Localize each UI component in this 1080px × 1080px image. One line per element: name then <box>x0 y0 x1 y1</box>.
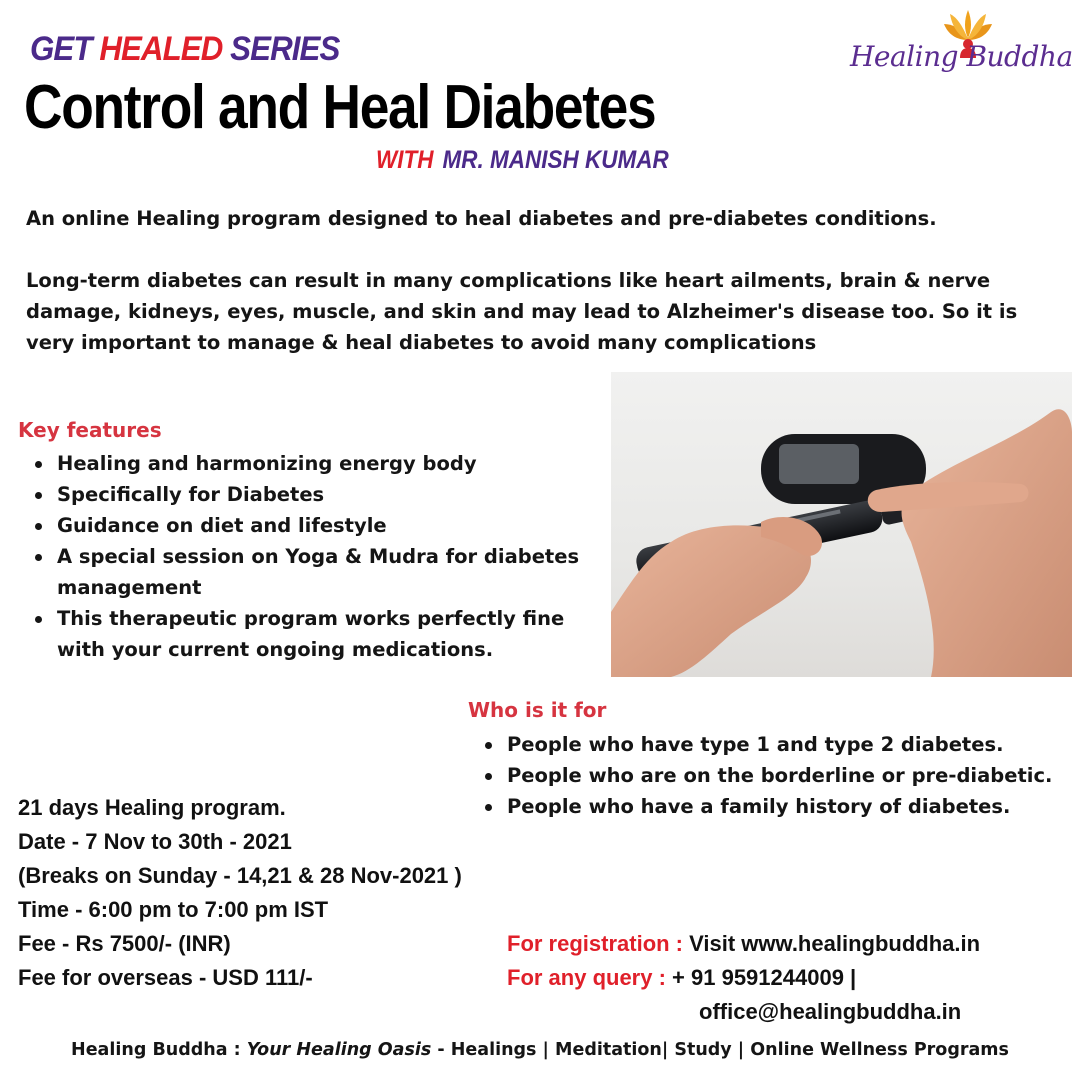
glucose-meter-photo <box>611 372 1072 677</box>
series-get: GET <box>30 30 100 68</box>
query-line <box>507 961 980 995</box>
footer-tagline-italic: Your Healing Oasis <box>246 1040 432 1060</box>
series-healed: HEALED <box>99 30 223 68</box>
duration-text: 21 days Healing program. <box>18 795 286 820</box>
list-item: Specifically for Diabetes <box>27 479 602 510</box>
overseas-fee-text: Fee for overseas - USD 111/- <box>18 965 313 990</box>
logo-text: Healing Buddha <box>850 40 1073 73</box>
list-item: Guidance on diet and lifestyle <box>27 510 602 541</box>
date-text: Date - 7 Nov to 30th - 2021 <box>18 829 292 854</box>
contact-block <box>507 927 980 1029</box>
footer-services: - Healings | Meditation| Study | Online Wellness Programs <box>431 1040 1009 1060</box>
key-features-heading: Key features <box>18 418 162 442</box>
list-item: This therapeutic program works perfectly fine with your current ongoing medications. <box>27 603 602 665</box>
intro-line: An online Healing program designed to heal diabetes and pre-diabetes conditions. <box>26 207 937 230</box>
query-phone[interactable]: + 91 9591244009 | <box>672 965 857 990</box>
with-label: WITH <box>376 146 434 174</box>
footer-brand: Healing Buddha : <box>71 1040 247 1060</box>
presenter-line <box>376 146 669 175</box>
list-item: A special session on Yoga & Mudra for diabetes management <box>27 541 602 603</box>
page-title: Control and Heal Diabetes <box>24 73 656 142</box>
footer-tagline <box>0 1040 1080 1060</box>
list-item: People who have a family history of diabetes. <box>477 791 1077 822</box>
list-item: Healing and harmonizing energy body <box>27 448 602 479</box>
breaks-text: (Breaks on Sunday - 14,21 & 28 Nov-2021 ) <box>18 863 462 888</box>
query-email[interactable]: office@healingbuddha.in <box>699 999 962 1024</box>
list-item: People who are on the borderline or pre-diabetic. <box>477 760 1077 791</box>
registration-line <box>507 927 980 961</box>
registration-link[interactable]: Visit www.healingbuddha.in <box>689 931 981 956</box>
healing-buddha-logo <box>850 8 1073 88</box>
who-list <box>477 729 1077 822</box>
presenter-name: MR. MANISH KUMAR <box>442 146 669 174</box>
who-heading: Who is it for <box>468 698 607 722</box>
series-series: SERIES <box>222 30 340 68</box>
query-label: For any query : <box>507 965 673 990</box>
series-heading <box>30 30 339 69</box>
registration-label: For registration : <box>507 931 690 956</box>
list-item: People who have type 1 and type 2 diabetes. <box>477 729 1077 760</box>
key-features-list <box>27 448 602 665</box>
time-text: Time - 6:00 pm to 7:00 pm IST <box>18 897 329 922</box>
program-details <box>18 791 462 995</box>
glucose-meter-illustration <box>611 372 1072 677</box>
intro-paragraph: Long-term diabetes can result in many complications like heart ailments, brain & nerve damage, kidneys, eyes, muscle, and skin and may lead to Alzheimer's disease too. So it is very important to manage & heal diabetes to avoid many complications <box>26 269 1018 354</box>
fee-text: Fee - Rs 7500/- (INR) <box>18 931 231 956</box>
